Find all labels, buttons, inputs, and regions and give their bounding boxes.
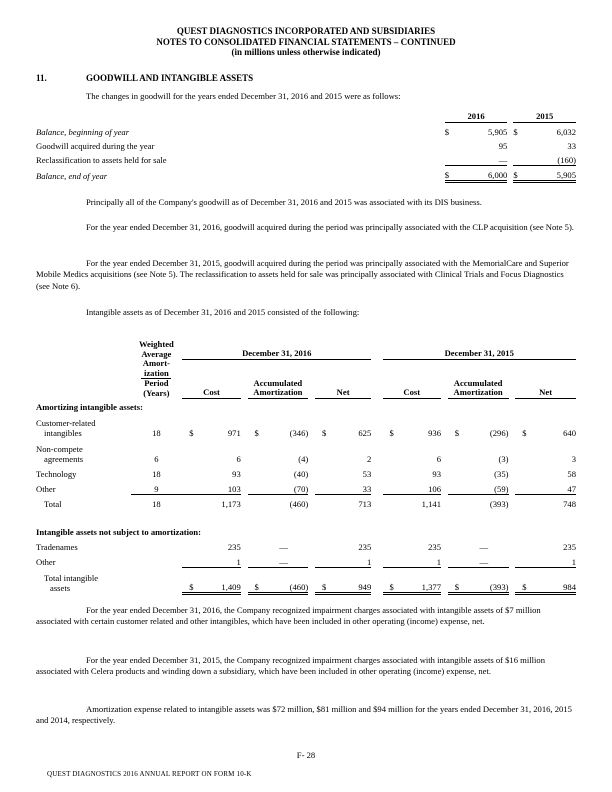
page-number: F- 28 (296, 750, 316, 760)
company-title: QUEST DIAGNOSTICS INCORPORATED AND SUBSIDIARIES (176, 26, 436, 36)
table-row: Customer-related intangibles 18 $ 971 $ (346) $ 625 $ 936 $ (296) $ 640 (36, 417, 576, 439)
paragraph-2016-goodwill: For the year ended December 31, 2016, goodwill acquired during the period was principally associated with the CLP acquisition (see Note 5). (86, 222, 574, 232)
table-row: Reclassification to assets held for sale — (160) (36, 151, 576, 166)
goodwill-header-row (36, 110, 576, 123)
section-row: Amortizing intangible assets: (36, 402, 143, 413)
table-row: Tradenames 235 — 235 235 — 235 (36, 542, 576, 553)
cost-header-2015: Cost (383, 359, 442, 398)
total-row: Total 18 1,173 (460) 713 1,141 (393) 748 (44, 499, 576, 510)
year-2016-header: 2016 (445, 110, 508, 123)
table-header-row (36, 340, 576, 359)
intangible-assets-table (36, 340, 576, 595)
report-footer: QUEST DIAGNOSTICS 2016 ANNUAL REPORT ON FORM 10-K (47, 770, 252, 778)
table-row: Other 1 — 1 1 — 1 (36, 553, 576, 568)
paragraph-amortization-expense: Amortization expense related to intangible assets was $72 million, $81 million and $94 million for the years ended December 31, 2016, 2015 and 2014, respectively. (36, 704, 572, 726)
goodwill-table (36, 110, 576, 183)
units-note: (in millions unless otherwise indicated) (231, 47, 381, 57)
net-header-2015: Net (515, 359, 576, 398)
table-row: Other 9 103 (70) 33 106 (59) 47 (36, 480, 576, 495)
period-header: Weighted Average Amort- ization Period (Years) (138, 339, 174, 398)
notes-title: NOTES TO CONSOLIDATED FINANCIAL STATEMENTS – CONTINUED (156, 36, 456, 47)
grand-total-row: Total intangible assets $ 1,409 $ (460) $ 949 $ 1,377 $ (393) $ 984 (36, 568, 576, 594)
goodwill-intro: The changes in goodwill for the years ended December 31, 2016 and 2015 were as follows: (86, 91, 401, 101)
section-row: Intangible assets not subject to amortization: (36, 527, 201, 538)
table-header-row (36, 359, 576, 398)
section-title: GOODWILL AND INTANGIBLE ASSETS (86, 73, 254, 83)
year-2015-header: 2015 (513, 110, 576, 123)
document-header (0, 26, 612, 58)
table-row: Technology 18 93 (40) 53 93 (35) 58 (36, 469, 576, 480)
accum-header-2015: Accumulated Amortization (448, 359, 509, 398)
group-header-2015: December 31, 2015 (383, 340, 577, 359)
table-row: Goodwill acquired during the year 95 33 (36, 140, 576, 151)
paragraph-dis: Principally all of the Company's goodwill as of December 31, 2016 and 2015 was associated with its DIS business. (86, 197, 482, 207)
paragraph-2015-impairment: For the year ended December 31, 2015, the Company recognized impairment charges associated with intangible assets of $16 million associated with Celera products and winding down a subsidiary, which have been included in other operating (income) expense, net. (36, 655, 546, 677)
group-header-2016: December 31, 2016 (182, 340, 371, 359)
section-heading (36, 73, 253, 84)
table-row: Non-compete agreements 6 6 (4) 2 6 (3) 3 (36, 443, 576, 465)
paragraph-2016-impairment: For the year ended December 31, 2016, the Company recognized impairment charges associated with intangible assets of $7 million associated with certain customer related and other intangibles, which have been included in other operating (income) expense, net. (36, 605, 541, 627)
paragraph-intangibles-intro: Intangible assets as of December 31, 2016 and 2015 consisted of the following: (86, 307, 360, 317)
table-row: Balance, beginning of year $ 5,905 $ 6,032 (36, 126, 576, 137)
net-header-2016: Net (315, 359, 371, 398)
accum-header-2016: Accumulated Amortization (248, 359, 309, 398)
section-number: 11. (36, 73, 47, 83)
table-row: Balance, end of year $ 6,000 $ 5,905 (36, 166, 576, 182)
cost-header-2016: Cost (182, 359, 241, 398)
paragraph-2015-goodwill: For the year ended December 31, 2015, goodwill acquired during the period was principally associated with the MemorialCare and Superior Mobile Medics acquisitions (see Note 5). The reclassification to assets held for sale was principally associated with Clinical Trials and Focus Diagnostics (see Note 6). (36, 258, 569, 291)
